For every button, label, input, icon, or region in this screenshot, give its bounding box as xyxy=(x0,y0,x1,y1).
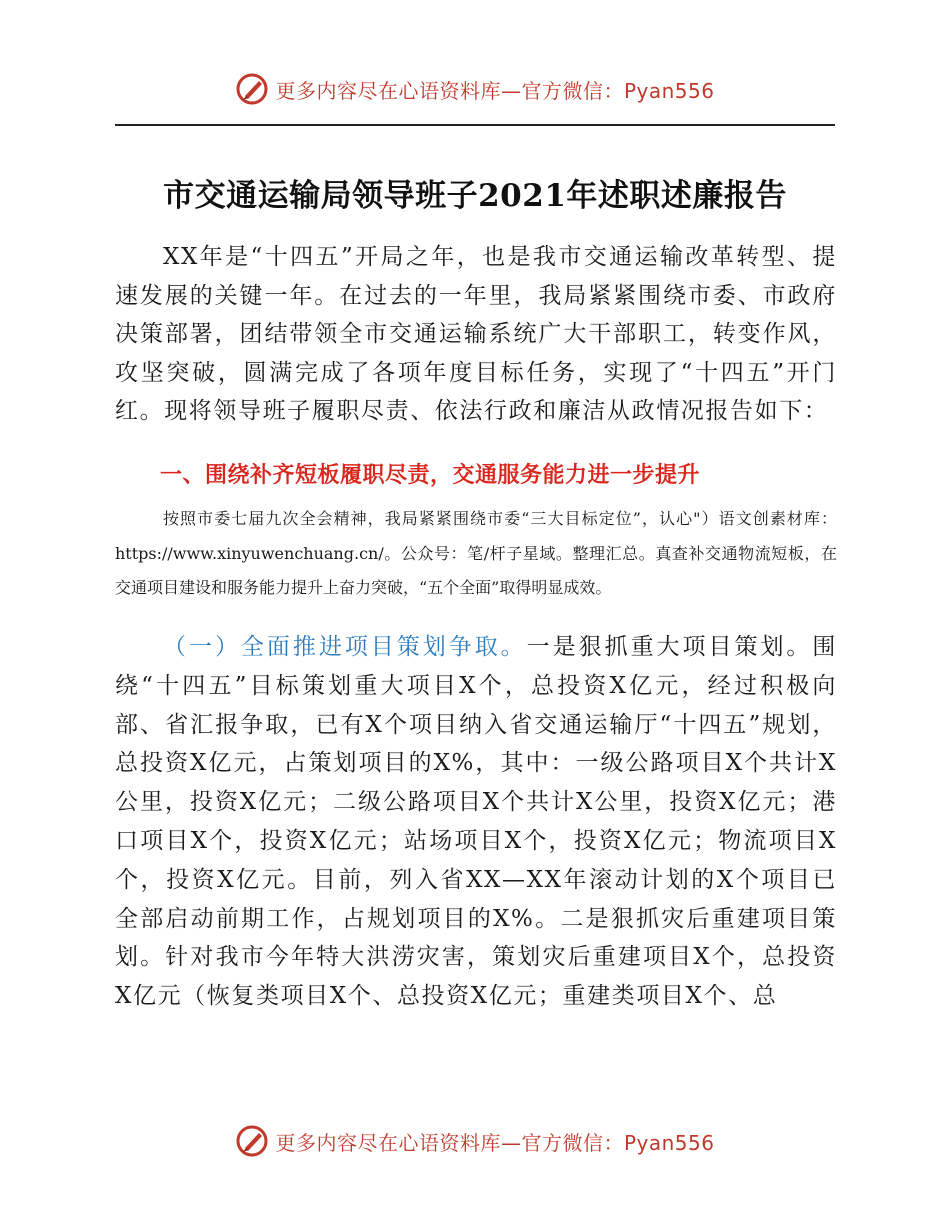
pen-logo-icon xyxy=(235,1124,269,1158)
subsection-heading: （一）全面推进项目策划争取。 xyxy=(163,634,527,660)
subsection-paragraph xyxy=(115,628,837,1016)
banner-text: 更多内容尽在心语资料库—官方微信：Pyan556 xyxy=(275,78,715,103)
section-summary-paragraph: 按照市委七届九次全会精神，我局紧紧围绕市委“三大目标定位”，认心"）语文创素材库：https://www.xinyuwenchuang.cn/。公众号：笔/杆子星域。整理汇总。真查补交通物流短板，在交通项目建设和服务能力提升上奋力突破，“五个全面”取得明显成效。 xyxy=(115,509,837,597)
header-divider xyxy=(115,124,835,126)
intro-paragraph: XX年是“十四五”开局之年，也是我市交通运输改革转型、提速发展的关键一年。在过去的一年里，我局紧紧围绕市委、市政府决策部署，团结带领全市交通运输系统广大干部职工，转变作风，攻坚突破，圆满完成了各项年度目标任务，实现了“十四五”开门红。现将领导班子履职尽责、依法行政和廉洁从政情况报告如下： xyxy=(115,244,837,424)
pen-logo-icon xyxy=(235,72,269,106)
banner-text: 更多内容尽在心语资料库—官方微信：Pyan556 xyxy=(275,1130,715,1155)
section-heading: 一、围绕补齐短板履职尽责，交通服务能力进一步提升 xyxy=(160,463,701,488)
header-banner xyxy=(0,72,950,106)
footer-banner xyxy=(0,1124,950,1158)
document-title: 市交通运输局领导班子2021年述职述廉报告 xyxy=(163,178,787,214)
subsection-text: 一是狠抓重大项目策划。围绕“十四五”目标策划重大项目X个，总投资X亿元，经过积极向部、省汇报争取，已有X个项目纳入省交通运输厅“十四五”规划，总投资X亿元，占策划项目的X%，其中：一级公路项目X个共计X公里，投资X亿元；二级公路项目X个共计X公里，投资X亿元；港口项目X个，投资X亿元；站场项目X个，投资X亿元；物流项目X个，投资X亿元。目前，列入省XX—XX年滚动计划的X个项目已全部启动前期工作，占规划项目的X%。二是狠抓灾后重建项目策划。针对我市今年特大洪涝灾害，策划灾后重建项目X个，总投资X亿元（恢复类项目X个、总投资X亿元；重建类项目X个、总 xyxy=(115,634,838,1010)
